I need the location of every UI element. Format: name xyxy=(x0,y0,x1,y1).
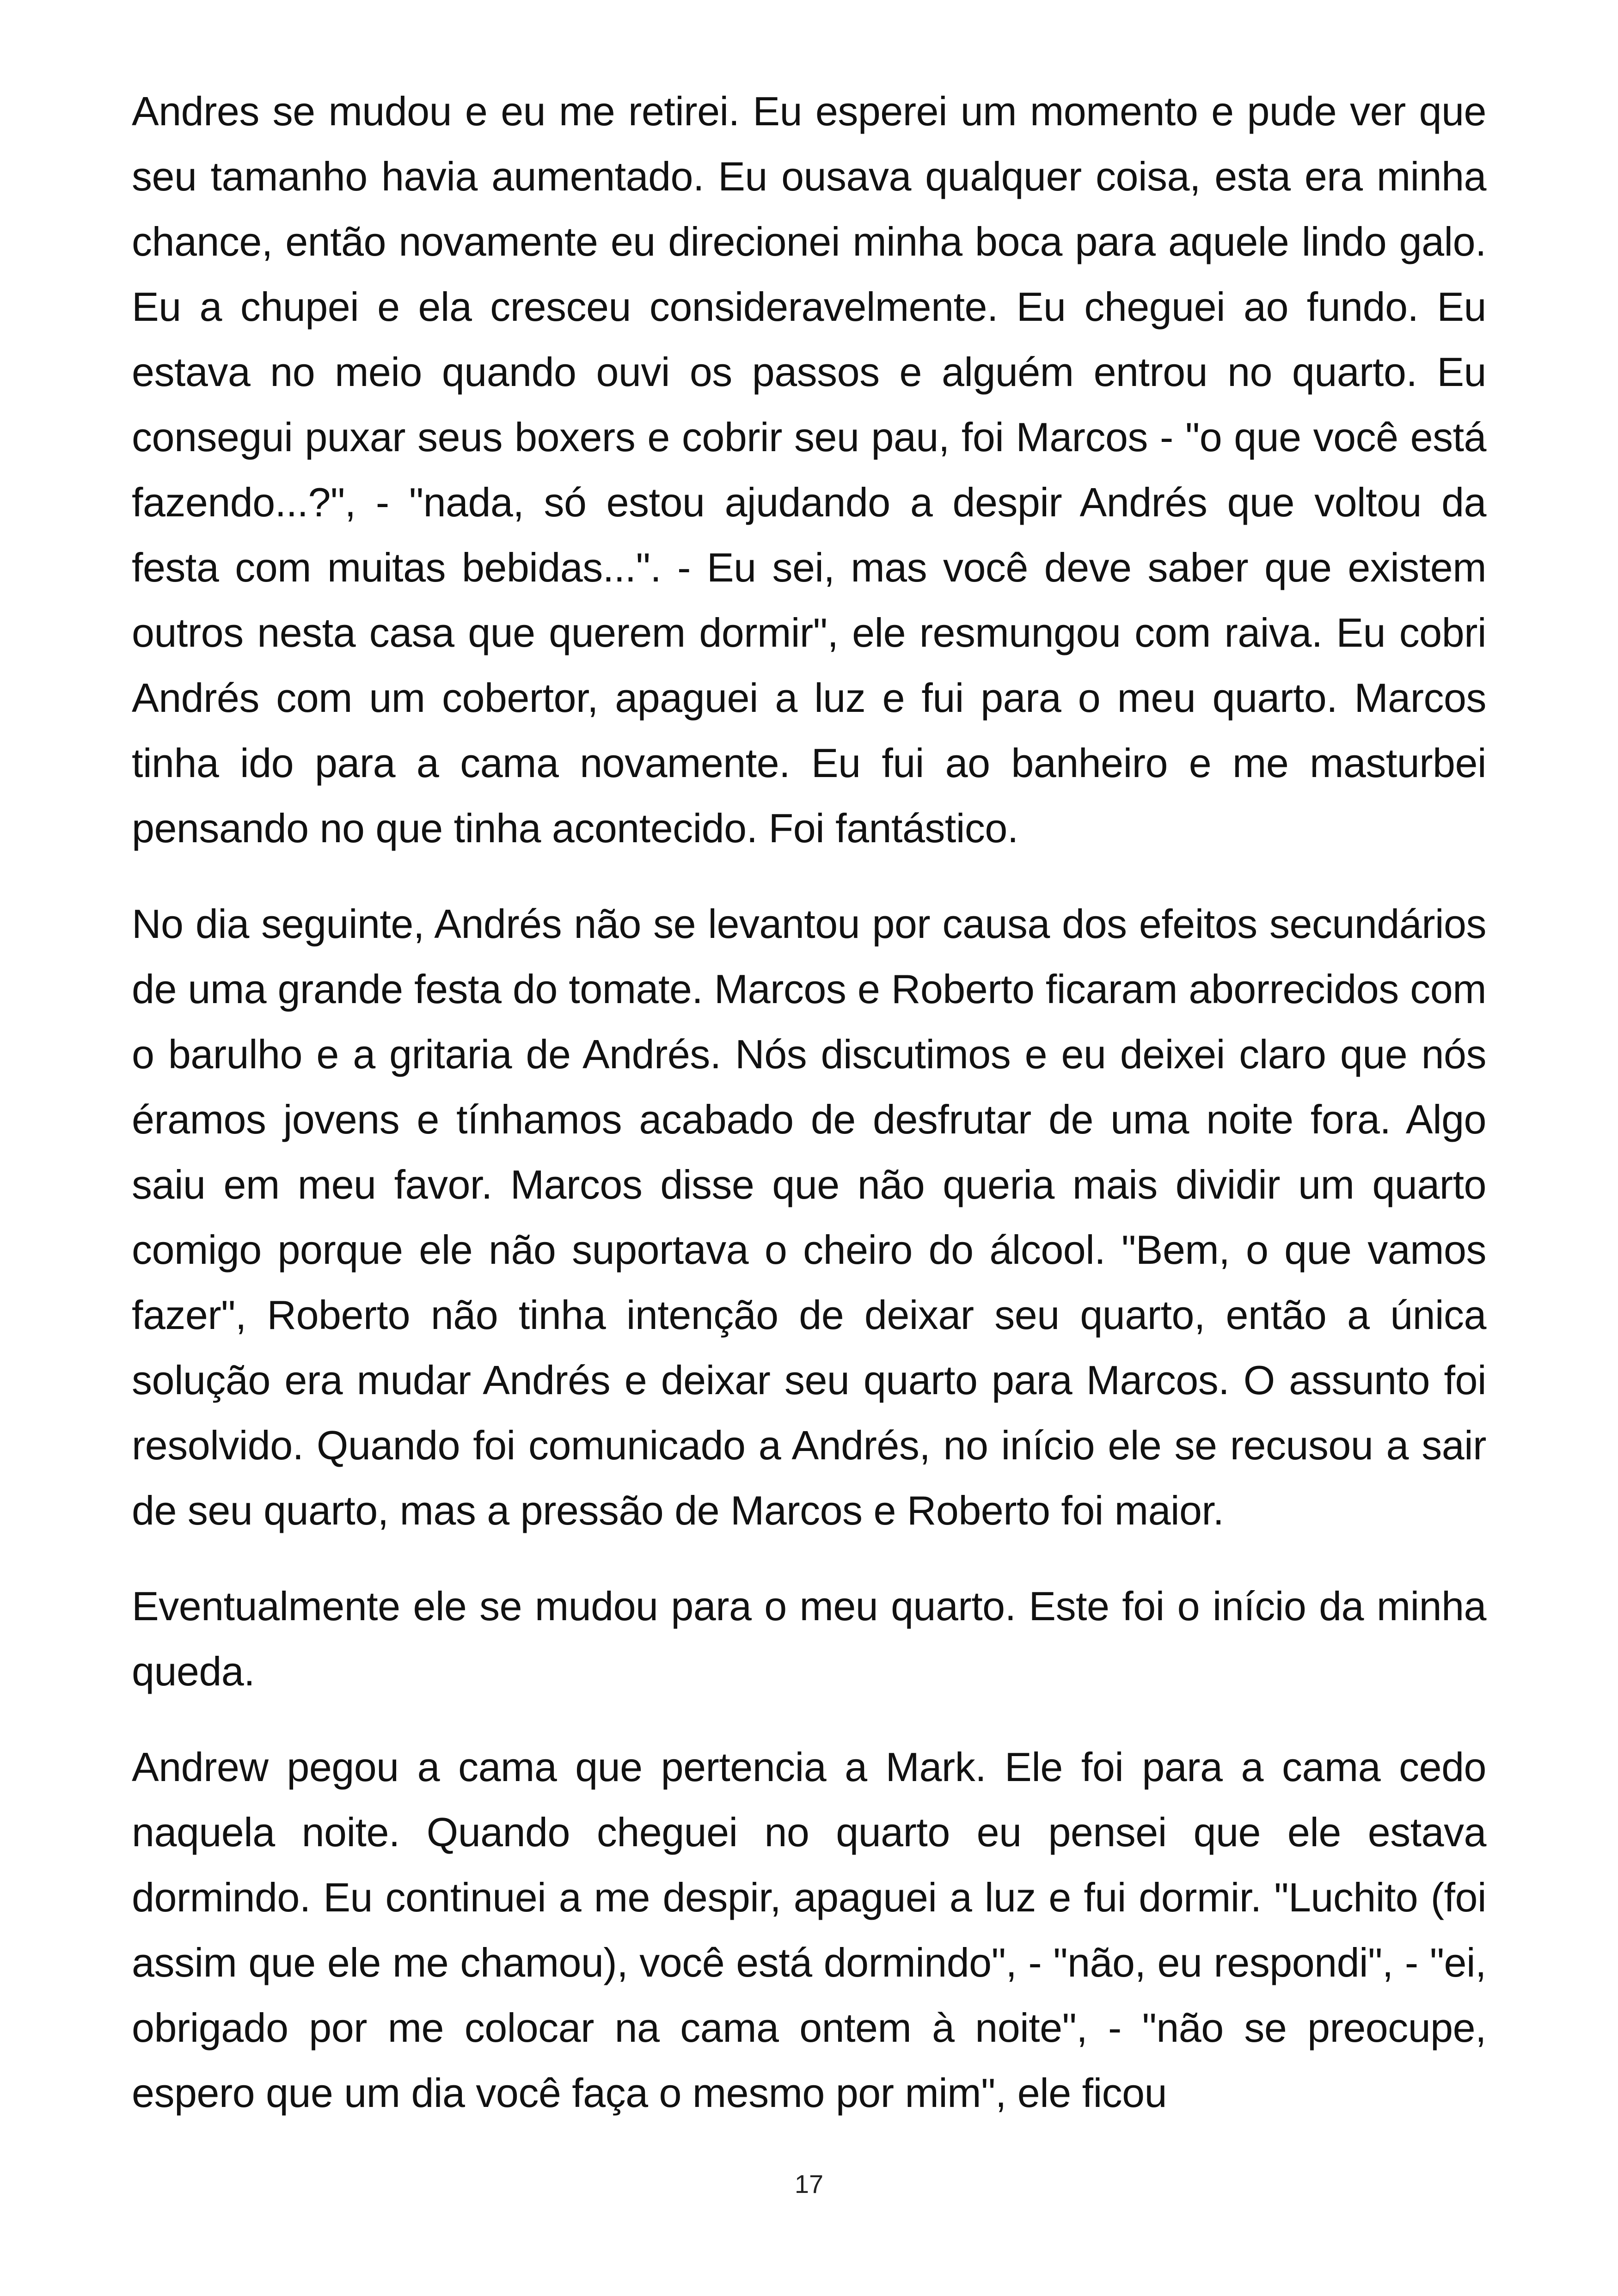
paragraph-3: Eventualmente ele se mudou para o meu quarto. Este foi o início da minha queda. xyxy=(132,1583,1486,1694)
paragraph-4: Andrew pegou a cama que pertencia a Mark. Ele foi para a cama cedo naquela noite. Quando cheguei no quarto eu pensei que ele estava dormindo. Eu continuei a me despir, apaguei a luz e fui dormir. "Luchito (foi assim que ele me chamou), você está dormindo", - "não, eu respondi", - "ei, obrigado por me colocar na cama ontem à noite", - "não se preocupe, espero que um dia você faça o mesmo por mim", ele ficou xyxy=(132,1744,1486,2116)
paragraph-2: No dia seguinte, Andrés não se levantou por causa dos efeitos secundários de uma grande festa do tomate. Marcos e Roberto ficaram aborrecidos com o barulho e a gritaria de Andrés. Nós discutimos e eu deixei claro que nós éramos jovens e tínhamos acabado de desfrutar de uma noite fora. Algo saiu em meu favor. Marcos disse que não queria mais dividir um quarto comigo porque ele não suportava o cheiro do álcool. "Bem, o que vamos fazer", Roberto não tinha intenção de deixar seu quarto, então a única solução era mudar Andrés e deixar seu quarto para Marcos. O assunto foi resolvido. Quando foi comunicado a Andrés, no início ele se recusou a sair de seu quarto, mas a pressão de Marcos e Roberto foi maior. xyxy=(132,901,1486,1533)
page-number: 17 xyxy=(794,2169,824,2198)
paragraph-1: Andres se mudou e eu me retirei. Eu esperei um momento e pude ver que seu tamanho havia aumentado. Eu ousava qualquer coisa, esta era minha chance, então novamente eu direcionei minha boca para aquele lindo galo. Eu a chupei e ela cresceu consideravelmente. Eu cheguei ao fundo. Eu estava no meio quando ouvi os passos e alguém entrou no quarto. Eu consegui puxar seus boxers e cobrir seu pau, foi Marcos - "o que você está fazendo...?", - "nada, só estou ajudando a despir Andrés que voltou da festa com muitas bebidas...". - Eu sei, mas você deve saber que existem outros nesta casa que querem dormir", ele resmungou com raiva. Eu cobri Andrés com um cobertor, apaguei a luz e fui para o meu quarto. Marcos tinha ido para a cama novamente. Eu fui ao banheiro e me masturbei pensando no que tinha acontecido. Foi fantástico. xyxy=(132,88,1486,851)
page-body xyxy=(132,79,1486,2156)
